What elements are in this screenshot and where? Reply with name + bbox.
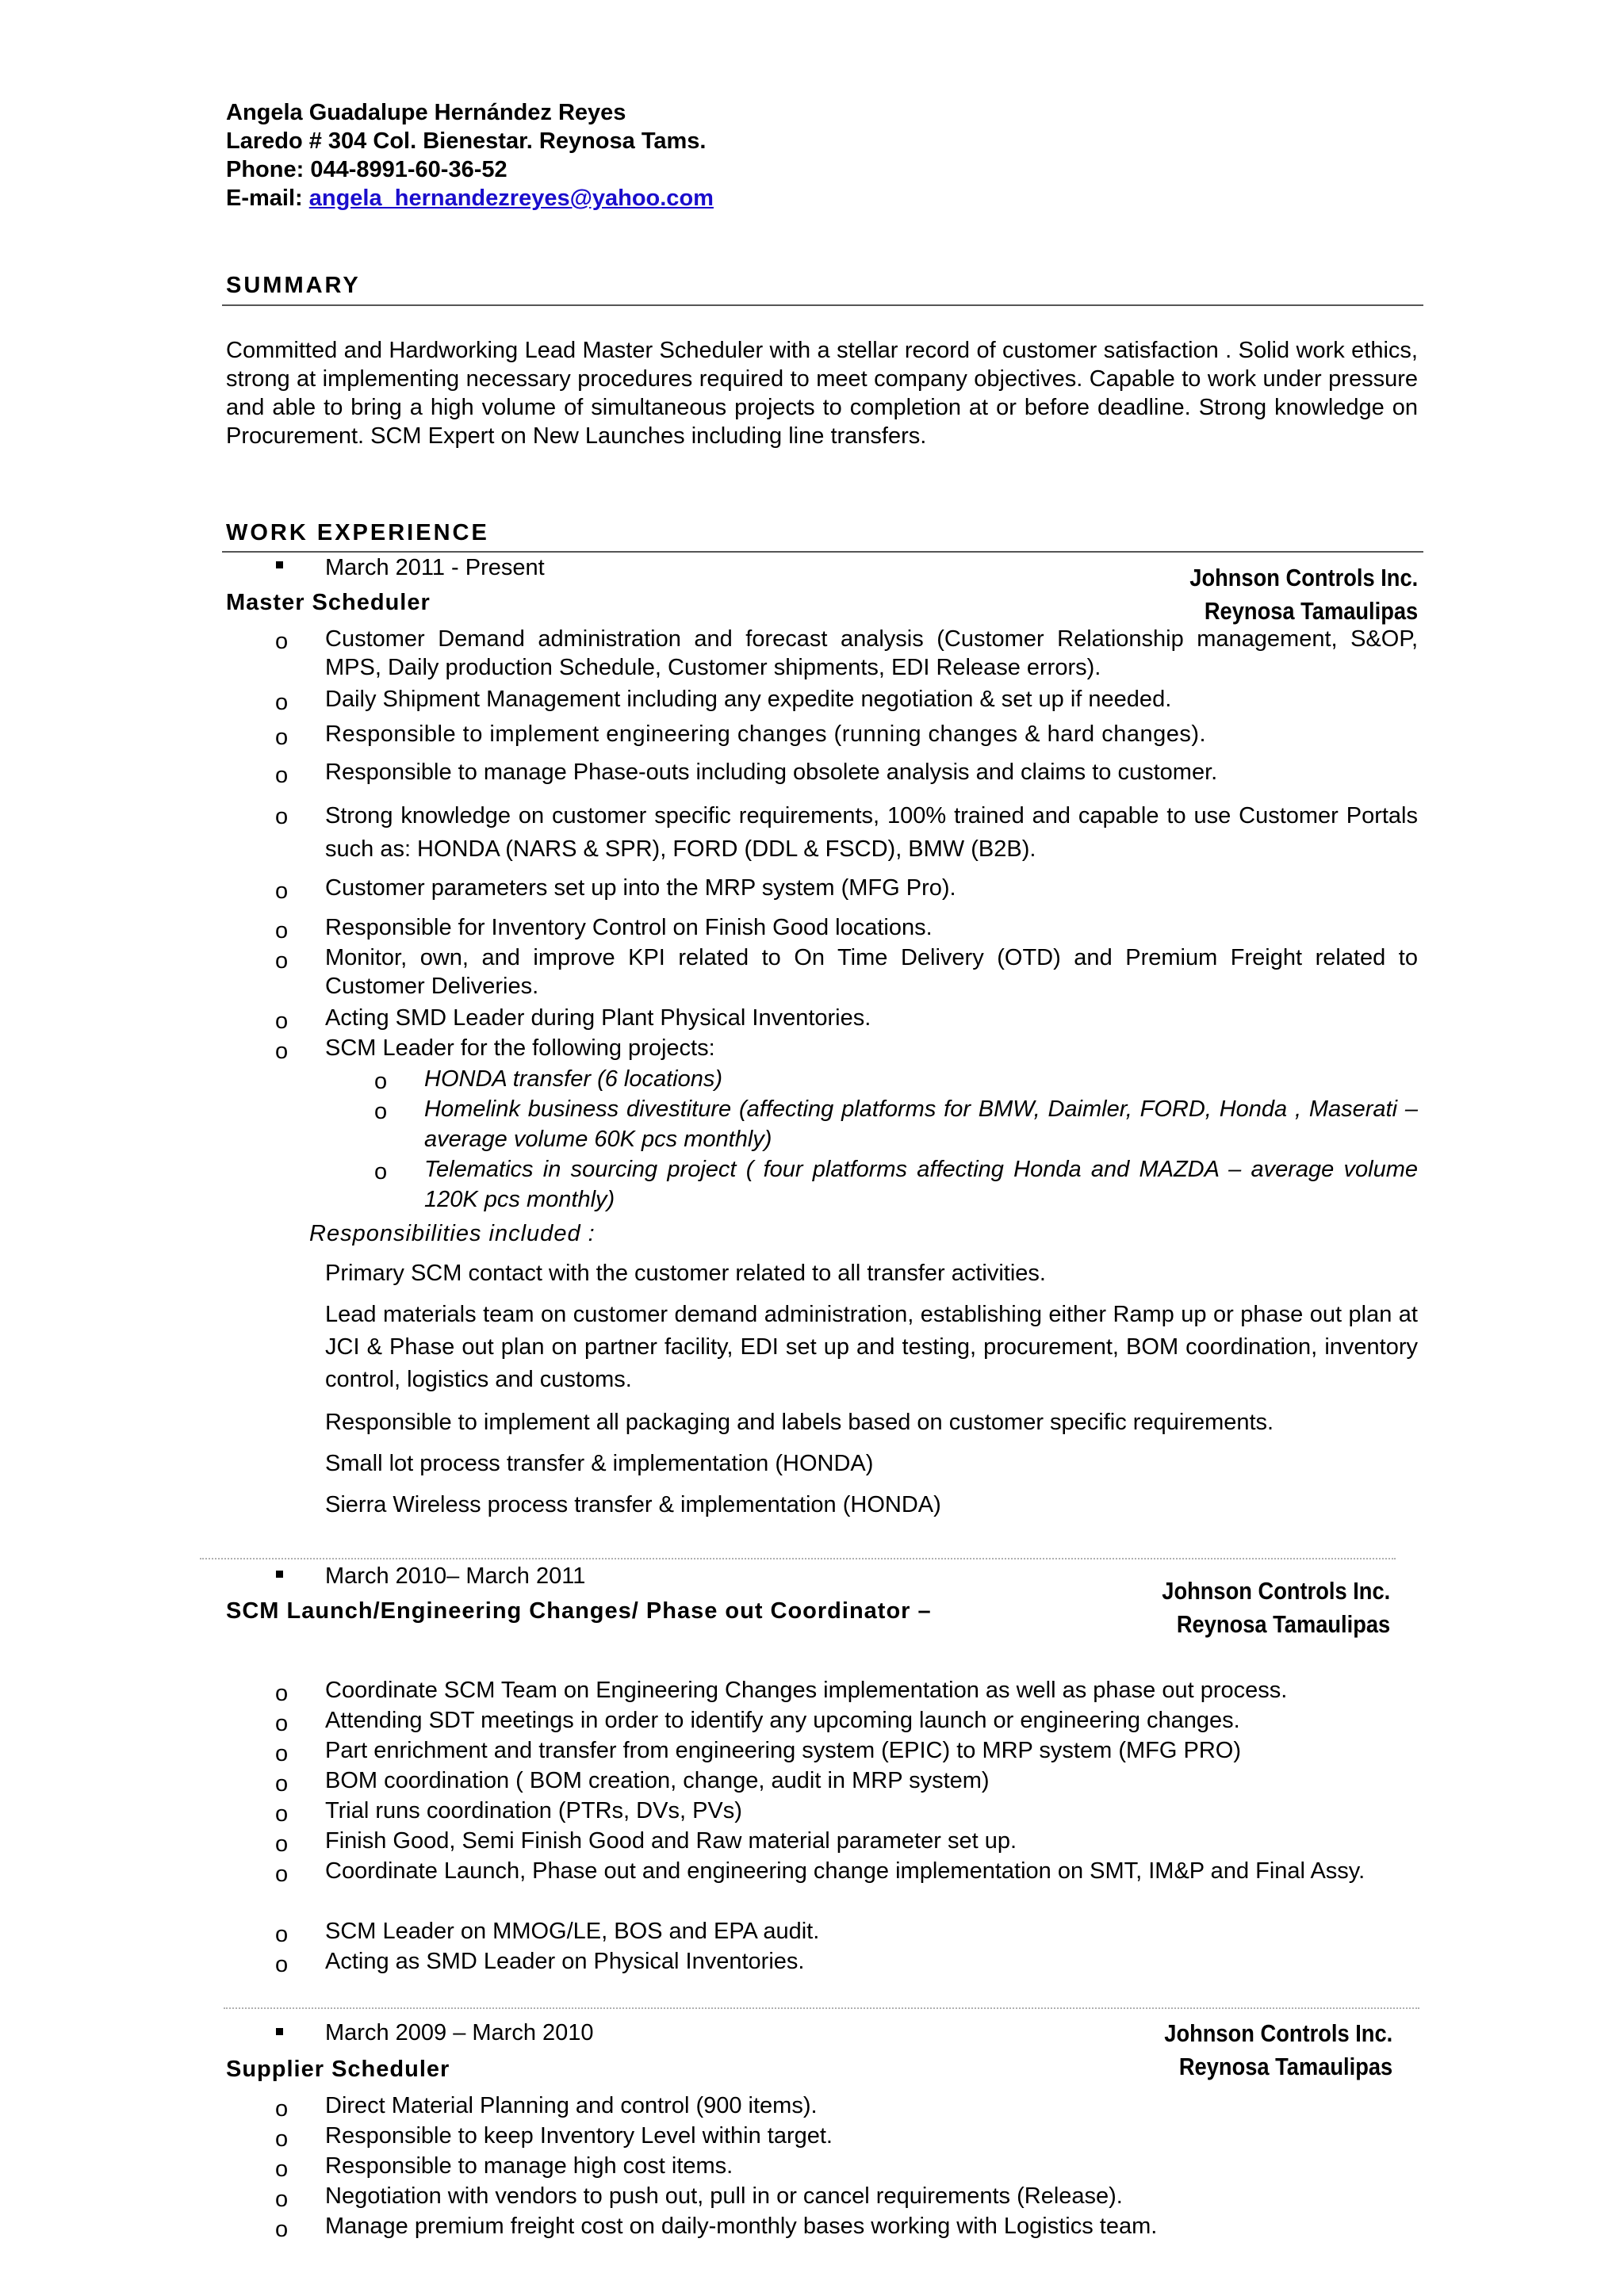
responsibility-3: Responsible to implement all packaging and labels based on customer specific requirements. [325, 1410, 1274, 1435]
job2-item-8: SCM Leader on MMOG/LE, BOS and EPA audit. [325, 1919, 820, 1944]
job1-company: Johnson Controls Inc. [1189, 564, 1418, 591]
job1-location: Reynosa Tamaulipas [1204, 597, 1418, 625]
candidate-address: Laredo # 304 Col. Bienestar. Reynosa Tams. [226, 128, 707, 154]
job2-item-6: Finish Good, Semi Finish Good and Raw material parameter set up. [325, 1828, 1017, 1854]
job3-item-marker: o [275, 2096, 289, 2122]
job2-item-4: BOM coordination ( BOM creation, change, audit in MRP system) [325, 1768, 990, 1793]
job1-item-marker: o [275, 725, 289, 750]
job3-company-block [1164, 2017, 1392, 2084]
job2-item-2: Attending SDT meetings in order to identify any upcoming launch or engineering changes. [325, 1708, 1240, 1733]
job1-date: March 2011 - Present [325, 555, 545, 580]
job1-item-7: Responsible for Inventory Control on Finish Good locations. [325, 915, 933, 940]
job2-item-marker: o [275, 1681, 289, 1706]
job1-item-marker: o [275, 1008, 289, 1034]
work-experience-title: WORK EXPERIENCE [226, 520, 489, 545]
responsibility-5: Sierra Wireless process transfer & implementation (HONDA) [325, 1492, 941, 1517]
job1-item-4: Responsible to manage Phase-outs including obsolete analysis and claims to customer. [325, 760, 1218, 785]
job1-item-marker: o [275, 878, 289, 904]
job3-role: Supplier Scheduler [226, 2057, 450, 2082]
job2-company: Johnson Controls Inc. [1162, 1577, 1390, 1605]
job1-item-1: Customer Demand administration and forecast analysis (Customer Relationship management, S&OP, MPS, Daily production Schedule, Customer shipments, EDI Release errors). [325, 626, 1418, 680]
job1-item-marker: o [275, 804, 289, 829]
job3-item-marker: o [275, 2156, 289, 2182]
job-separator [200, 1558, 1396, 1559]
email-link[interactable]: angela_hernandezreyes@yahoo.com [308, 186, 714, 211]
job2-item-3: Part enrichment and transfer from engineering system (EPIC) to MRP system (MFG PRO) [325, 1738, 1241, 1763]
job3-company: Johnson Controls Inc. [1164, 2019, 1392, 2047]
job3-location: Reynosa Tamaulipas [1178, 2053, 1392, 2080]
job2-location: Reynosa Tamaulipas [1176, 1610, 1390, 1638]
job3-item-marker: o [275, 2126, 289, 2152]
job3-item-4: Negotiation with vendors to push out, pull in or cancel requirements (Release). [325, 2183, 1123, 2209]
job1-item-marker: o [275, 690, 289, 715]
job2-company-block [1162, 1575, 1390, 1641]
job2-item-marker: o [275, 1771, 289, 1797]
job2-bullet [276, 1571, 283, 1578]
project-marker: o [374, 1159, 388, 1184]
job1-item-marker: o [275, 763, 289, 788]
job1-item-6: Customer parameters set up into the MRP system (MFG Pro). [325, 875, 956, 901]
responsibilities-label: Responsibilities included : [309, 1221, 596, 1246]
candidate-email-line [226, 184, 714, 212]
candidate-phone: Phone: 044-8991-60-36-52 [226, 157, 508, 182]
job3-item-marker: o [275, 2217, 289, 2242]
job1-item-marker: o [275, 918, 289, 943]
job3-item-marker: o [275, 2187, 289, 2212]
responsibility-4: Small lot process transfer & implementation (HONDA) [325, 1451, 874, 1476]
job1-item-8: Monitor, own, and improve KPI related to On Time Delivery (OTD) and Premium Freight related to Customer Deliveries. [325, 945, 1418, 999]
candidate-name: Angela Guadalupe Hernández Reyes [226, 100, 626, 125]
job1-company-block [1189, 561, 1418, 628]
job3-item-3: Responsible to manage high cost items. [325, 2153, 733, 2179]
summary-text: Committed and Hardworking Lead Master Scheduler with a stellar record of customer satisfaction . Solid work ethics, strong at implementing necessary procedures required to meet company objectives. Capable to work under pressure and able to bring a high volume of simultaneous projects to completion at or before deadline. Strong knowledge on Procurement. SCM Expert on New Launches including line transfers. [226, 338, 1418, 449]
job2-item-marker: o [275, 1922, 289, 1947]
job1-item-2: Daily Shipment Management including any expedite negotiation & set up if needed. [325, 687, 1172, 712]
job2-item-marker: o [275, 1831, 289, 1857]
job2-item-marker: o [275, 1741, 289, 1766]
job3-item-5: Manage premium freight cost on daily-monthly bases working with Logistics team. [325, 2214, 1158, 2239]
job1-bullet [276, 561, 283, 568]
job1-item-marker: o [275, 948, 289, 974]
job2-item-9: Acting as SMD Leader on Physical Inventories. [325, 1949, 805, 1974]
project-2: Homelink business divestiture (affecting platforms for BMW, Daimler, FORD, Honda , Maserati – average volume 60K pcs monthly) [424, 1096, 1418, 1152]
summary-rule [222, 304, 1423, 306]
job3-bullet [276, 2028, 283, 2035]
email-label: E-mail: [226, 186, 309, 211]
job2-item-7: Coordinate Launch, Phase out and engineering change implementation on SMT, IM&P and Final Assy. [325, 1858, 1365, 1884]
work-experience-rule [222, 551, 1423, 553]
job2-role: SCM Launch/Engineering Changes/ Phase out Coordinator – [226, 1598, 932, 1624]
project-1: HONDA transfer (6 locations) [424, 1066, 723, 1092]
job1-role: Master Scheduler [226, 590, 431, 615]
job-separator [224, 2007, 1419, 2009]
job1-item-9: Acting SMD Leader during Plant Physical Inventories. [325, 1005, 871, 1031]
job1-item-3: Responsible to implement engineering changes (running changes & hard changes). [325, 721, 1207, 747]
job2-item-1: Coordinate SCM Team on Engineering Changes implementation as well as phase out process. [325, 1678, 1288, 1703]
summary-title: SUMMARY [226, 273, 361, 298]
job2-date: March 2010– March 2011 [325, 1563, 586, 1589]
job2-item-marker: o [275, 1862, 289, 1887]
job1-item-marker: o [275, 629, 289, 654]
project-marker: o [374, 1069, 388, 1094]
job3-item-2: Responsible to keep Inventory Level within target. [325, 2123, 833, 2149]
job3-item-1: Direct Material Planning and control (900 items). [325, 2093, 818, 2118]
responsibility-2: Lead materials team on customer demand administration, establishing either Ramp up or phase out plan at JCI & Phase out plan on partner facility, EDI set up and testing, procurement, BOM coordination, inventory control, logistics and customs. [325, 1302, 1418, 1392]
job2-item-marker: o [275, 1711, 289, 1736]
job2-item-5: Trial runs coordination (PTRs, DVs, PVs) [325, 1798, 742, 1823]
job1-item-marker: o [275, 1039, 289, 1064]
project-marker: o [374, 1099, 388, 1124]
job1-item-5: Strong knowledge on customer specific requirements, 100% trained and capable to use Customer Portals such as: HONDA (NARS & SPR), FORD (DDL & FSCD), BMW (B2B). [325, 803, 1418, 862]
job2-item-marker: o [275, 1801, 289, 1827]
project-3: Telematics in sourcing project ( four platforms affecting Honda and MAZDA – average volume 120K pcs monthly) [424, 1157, 1418, 1212]
job1-item-10: SCM Leader for the following projects: [325, 1035, 715, 1061]
responsibility-1: Primary SCM contact with the customer related to all transfer activities. [325, 1261, 1046, 1286]
job2-item-marker: o [275, 1952, 289, 1977]
job3-date: March 2009 – March 2010 [325, 2020, 594, 2045]
